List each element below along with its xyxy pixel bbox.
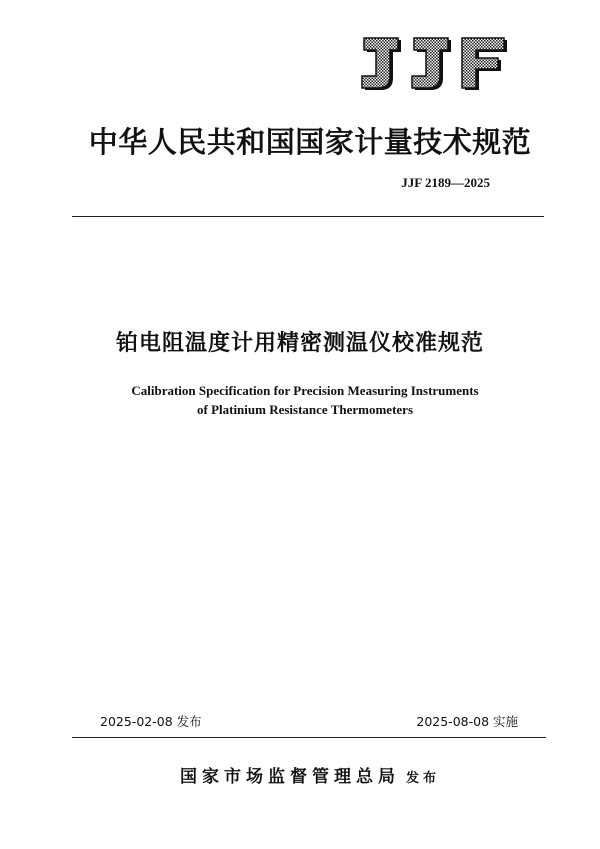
top-divider [72,216,544,217]
english-title-line-1: Calibration Specification for Precision Measuring Instruments [131,383,479,398]
issuer-action: 发布 [405,771,440,786]
document-number: JJF 2189—2025 [401,175,490,190]
issue-date: 2025-02-08 发布 [100,714,202,729]
effective-date: 2025-08-08 实施 [416,714,518,729]
standard-series-title: 中华人民共和国国家计量技术规范 [88,125,532,159]
english-title-line-2: of Platinium Resistance Thermometers [196,402,414,417]
english-title [60,381,550,419]
jjf-logo [358,34,508,90]
issuer-name: 国家市场监督管理总局 [179,767,400,787]
chinese-title: 铂电阻温度计用精密测温仪校准规范 [115,331,484,356]
bottom-divider [72,737,546,738]
issuer-line [140,762,480,787]
